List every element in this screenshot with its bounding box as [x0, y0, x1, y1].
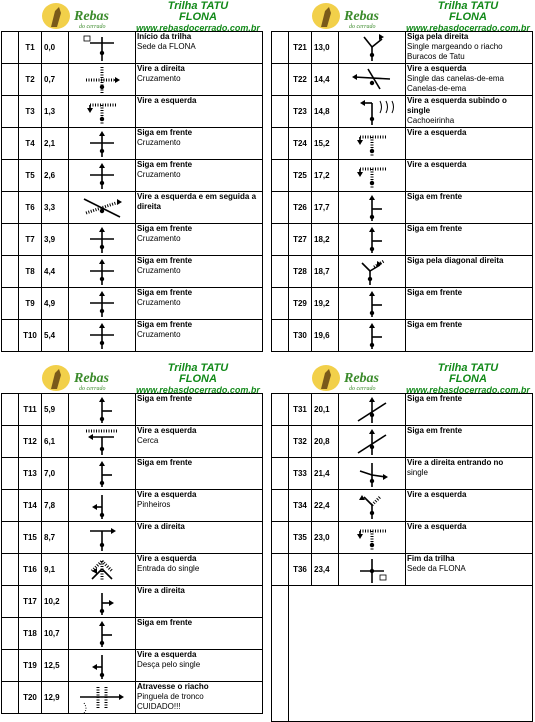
instruction-action: Siga em frente: [137, 256, 193, 265]
instruction: [136, 256, 263, 288]
waypoint-id: T8: [19, 256, 42, 288]
distance-km: 17,7: [312, 192, 339, 224]
instruction-action: Vire a direita: [137, 64, 185, 73]
svg-text:do cerrado: do cerrado: [349, 386, 376, 392]
instruction-action: Fim da trilha: [407, 554, 455, 563]
right-tee-icon: [69, 522, 136, 554]
table-row: [272, 224, 533, 256]
straight-cross-icon: [69, 288, 136, 320]
instruction-action: Siga em frente: [407, 224, 463, 233]
waypoint-id: T1: [19, 32, 42, 64]
instruction-action: Vire a esquerda: [137, 490, 197, 499]
rebas-logo: [41, 363, 136, 393]
straight-side-icon: [69, 458, 136, 490]
instruction: [136, 288, 263, 320]
left-fork-icon: [69, 554, 136, 586]
instruction-action: Siga em frente: [137, 320, 193, 329]
instruction: [406, 96, 533, 128]
instruction-detail: Cruzamento: [137, 74, 181, 83]
left-fence-icon: [69, 426, 136, 458]
right-turn-icon: [69, 586, 136, 618]
table-row: [2, 490, 263, 522]
instruction-detail: Sede da FLONA: [137, 42, 196, 51]
finish-icon: [339, 554, 406, 586]
table-row: [2, 320, 263, 352]
waypoint-id: T21: [289, 32, 312, 64]
instruction-action: Vire a esquerda: [407, 160, 467, 169]
waypoint-id: T36: [289, 554, 312, 586]
instruction: [136, 554, 263, 586]
instruction: [136, 522, 263, 554]
empty-area: [272, 586, 533, 722]
table-row: [272, 554, 533, 586]
instruction-action: Siga em frente: [137, 224, 193, 233]
waypoint-id: T24: [289, 128, 312, 160]
waypoint-id: T3: [19, 96, 42, 128]
instruction-detail: Single das canelas-de-ema: [407, 74, 504, 83]
card-header: [271, 363, 533, 393]
table-row: [272, 426, 533, 458]
route-table: [271, 393, 533, 722]
straight-side-icon: [339, 192, 406, 224]
waypoint-id: T25: [289, 160, 312, 192]
instruction-action: Vire a direita entrando no: [407, 458, 504, 467]
distance-km: 5,9: [42, 394, 69, 426]
table-row: [272, 64, 533, 96]
instruction: [136, 458, 263, 490]
instruction-detail: Cruzamento: [137, 266, 181, 275]
instruction: [136, 64, 263, 96]
left-tee-icon: [69, 96, 136, 128]
waypoint-id: T20: [19, 682, 42, 714]
instruction-detail: Cruzamento: [137, 330, 181, 339]
waypoint-id: T26: [289, 192, 312, 224]
waypoint-id: T30: [289, 320, 312, 352]
table-row: [272, 490, 533, 522]
waypoint-id: T31: [289, 394, 312, 426]
svg-text:do cerrado: do cerrado: [349, 24, 376, 30]
svg-text:do cerrado: do cerrado: [79, 386, 106, 392]
svg-text:Rebas: Rebas: [74, 371, 109, 386]
instruction-action: Vire a esquerda: [137, 96, 197, 105]
instruction-detail: Cruzamento: [137, 170, 181, 179]
distance-km: 23,4: [312, 554, 339, 586]
distance-km: 14,4: [312, 64, 339, 96]
table-row: [272, 128, 533, 160]
distance-km: 6,1: [42, 426, 69, 458]
distance-km: 3,9: [42, 224, 69, 256]
table-row: [2, 394, 263, 426]
instruction: [406, 32, 533, 64]
instruction-detail: Entrada do single: [137, 564, 200, 573]
distance-km: 5,4: [42, 320, 69, 352]
distance-km: 12,9: [42, 682, 69, 714]
table-row: [2, 522, 263, 554]
straight-cross-icon: [69, 224, 136, 256]
distance-km: 19,2: [312, 288, 339, 320]
instruction: [136, 618, 263, 650]
table-row: [272, 32, 533, 64]
instruction-action: Siga pela direita: [407, 32, 469, 41]
distance-km: 4,9: [42, 288, 69, 320]
instruction-action: Siga em frente: [407, 192, 463, 201]
waypoint-id: T10: [19, 320, 42, 352]
distance-km: 0,0: [42, 32, 69, 64]
waypoint-id: T9: [19, 288, 42, 320]
route-table: [271, 31, 533, 352]
straight-side-icon: [339, 224, 406, 256]
route-card-3: [1, 363, 263, 714]
route-card-1: [1, 1, 263, 352]
instruction: [136, 96, 263, 128]
waypoint-id: T12: [19, 426, 42, 458]
waypoint-id: T18: [19, 618, 42, 650]
table-row: [2, 96, 263, 128]
instruction-action: Vire a esquerda: [137, 650, 197, 659]
straight-diagonal-icon: [339, 426, 406, 458]
instruction: [406, 426, 533, 458]
instruction-detail: Cerca: [137, 436, 159, 445]
instruction: [406, 256, 533, 288]
table-row: [272, 192, 533, 224]
table-row: [272, 320, 533, 352]
waypoint-id: T14: [19, 490, 42, 522]
instruction-action: Vire a direita: [137, 586, 185, 595]
left-turn-icon: [69, 650, 136, 682]
instruction: [136, 192, 263, 224]
instruction-action: Siga em frente: [407, 288, 463, 297]
svg-text:do cerrado: do cerrado: [79, 24, 106, 30]
instruction-action: Siga pela diagonal direita: [407, 256, 504, 265]
left-climb-icon: [339, 96, 406, 128]
left-then-right-icon: [69, 192, 136, 224]
waypoint-id: T28: [289, 256, 312, 288]
distance-km: 23,0: [312, 522, 339, 554]
table-row: [272, 256, 533, 288]
instruction: [136, 320, 263, 352]
waypoint-id: T6: [19, 192, 42, 224]
instruction: [406, 394, 533, 426]
table-row: [2, 32, 263, 64]
card-header: [271, 1, 533, 31]
distance-km: 3,3: [42, 192, 69, 224]
distance-km: 20,8: [312, 426, 339, 458]
waypoint-id: T34: [289, 490, 312, 522]
instruction: [406, 522, 533, 554]
card-title: Trilha TATU FLONA www.rebasdocerrado.com.br: [136, 362, 260, 395]
instruction-action: Vire a esquerda: [407, 128, 467, 137]
table-row: [272, 160, 533, 192]
rebas-logo: [311, 363, 406, 393]
instruction-action: Vire a esquerda: [137, 426, 197, 435]
instruction: [136, 682, 263, 714]
instruction: [136, 128, 263, 160]
instruction-action: Vire a esquerda: [137, 554, 197, 563]
straight-diagonal-icon: [339, 394, 406, 426]
card-title: Trilha TATU FLONA www.rebasdocerrado.com.br: [406, 0, 530, 33]
distance-km: 13,0: [312, 32, 339, 64]
waypoint-id: T4: [19, 128, 42, 160]
straight-cross-icon: [69, 128, 136, 160]
distance-km: 10,2: [42, 586, 69, 618]
card-title: Trilha TATU FLONA www.rebasdocerrado.com.br: [406, 362, 530, 395]
route-table: [1, 393, 263, 714]
table-row: [272, 522, 533, 554]
table-row: [2, 426, 263, 458]
waypoint-id: T27: [289, 224, 312, 256]
table-row: [2, 618, 263, 650]
route-table: [1, 31, 263, 352]
instruction: [406, 160, 533, 192]
distance-km: 10,7: [42, 618, 69, 650]
svg-text:Rebas: Rebas: [344, 9, 379, 24]
instruction-action: Vire a esquerda: [407, 64, 467, 73]
instruction-detail: Buracos de Tatu: [407, 52, 465, 61]
keep-right-icon: [339, 32, 406, 64]
instruction-detail: Canelas-de-ema: [407, 84, 467, 93]
instruction: [406, 64, 533, 96]
instruction-action: Siga em frente: [137, 394, 193, 403]
distance-km: 0,7: [42, 64, 69, 96]
instruction: [406, 320, 533, 352]
distance-km: 9,1: [42, 554, 69, 586]
left-tee-icon: [339, 128, 406, 160]
straight-side-icon: [339, 320, 406, 352]
distance-km: 8,7: [42, 522, 69, 554]
instruction-detail: Sede da FLONA: [407, 564, 466, 573]
left-tee-icon: [339, 160, 406, 192]
instruction-action: Siga em frente: [137, 458, 193, 467]
distance-km: 2,6: [42, 160, 69, 192]
waypoint-id: T11: [19, 394, 42, 426]
instruction: [136, 394, 263, 426]
svg-text:Rebas: Rebas: [74, 9, 109, 24]
waypoint-id: T7: [19, 224, 42, 256]
table-row: [2, 224, 263, 256]
distance-km: 4,4: [42, 256, 69, 288]
waypoint-id: T13: [19, 458, 42, 490]
waypoint-id: T15: [19, 522, 42, 554]
table-row: [2, 128, 263, 160]
table-row: [2, 288, 263, 320]
distance-km: 19,6: [312, 320, 339, 352]
distance-km: 22,4: [312, 490, 339, 522]
card-header: [1, 363, 263, 393]
instruction-action: Início da trilha: [137, 32, 192, 41]
rebas-logo: [41, 1, 136, 31]
river-crossing-icon: [69, 682, 136, 714]
straight-side-icon: [69, 618, 136, 650]
left-diagonal-up-icon: [339, 490, 406, 522]
right-crossroad-icon: [69, 64, 136, 96]
waypoint-id: T19: [19, 650, 42, 682]
distance-km: 12,5: [42, 650, 69, 682]
card-title: Trilha TATU FLONA www.rebasdocerrado.com.br: [136, 0, 260, 33]
instruction-detail: Single margeando o riacho: [407, 42, 503, 51]
instruction: [406, 224, 533, 256]
waypoint-id: T5: [19, 160, 42, 192]
left-diagonal-icon: [339, 64, 406, 96]
instruction-action: Vire a esquerda e em seguida a direita: [137, 192, 257, 211]
instruction: [406, 458, 533, 490]
table-row: [2, 256, 263, 288]
diagonal-right-icon: [339, 256, 406, 288]
svg-text:Rebas: Rebas: [344, 371, 379, 386]
distance-km: 18,2: [312, 224, 339, 256]
distance-km: 21,4: [312, 458, 339, 490]
instruction-detail: Pinguela de tronco: [137, 692, 204, 701]
distance-km: 17,2: [312, 160, 339, 192]
distance-km: 15,2: [312, 128, 339, 160]
table-row: [2, 586, 263, 618]
distance-km: 2,1: [42, 128, 69, 160]
instruction: [136, 32, 263, 64]
instruction-detail: single: [407, 468, 428, 477]
instruction-action: Siga em frente: [137, 618, 193, 627]
table-row: [272, 458, 533, 490]
instruction-action: Siga em frente: [407, 426, 463, 435]
waypoint-id: T22: [289, 64, 312, 96]
instruction: [136, 224, 263, 256]
waypoint-id: T35: [289, 522, 312, 554]
distance-km: 7,8: [42, 490, 69, 522]
instruction-action: Vire a direita: [137, 522, 185, 531]
table-row: [2, 650, 263, 682]
waypoint-id: T29: [289, 288, 312, 320]
instruction-detail: Desça pelo single: [137, 660, 201, 669]
table-row: [2, 192, 263, 224]
instruction-detail: Cachoeirinha: [407, 116, 455, 125]
instruction-action: Vire a esquerda: [407, 522, 467, 531]
instruction: [406, 192, 533, 224]
table-row: [272, 96, 533, 128]
instruction: [406, 490, 533, 522]
instruction-detail: Pinheiros: [137, 500, 171, 509]
instruction: [406, 554, 533, 586]
waypoint-id: T17: [19, 586, 42, 618]
distance-km: 7,0: [42, 458, 69, 490]
distance-km: 20,1: [312, 394, 339, 426]
instruction-detail: Cruzamento: [137, 234, 181, 243]
instruction: [136, 490, 263, 522]
instruction: [406, 128, 533, 160]
instruction-action: Siga em frente: [137, 160, 193, 169]
left-tee-icon: [339, 522, 406, 554]
straight-cross-icon: [69, 160, 136, 192]
left-turn-icon: [69, 490, 136, 522]
instruction: [136, 426, 263, 458]
instruction-action: Siga em frente: [137, 128, 193, 137]
table-row: [2, 554, 263, 586]
instruction-detail: Cruzamento: [137, 138, 181, 147]
waypoint-id: T2: [19, 64, 42, 96]
straight-side-icon: [339, 288, 406, 320]
waypoint-id: T16: [19, 554, 42, 586]
instruction-action: Atravesse o riacho: [137, 682, 209, 691]
table-row: [2, 160, 263, 192]
rebas-logo: [311, 1, 406, 31]
start-icon: [69, 32, 136, 64]
table-row: [272, 288, 533, 320]
route-card-4: [271, 363, 533, 722]
distance-km: 1,3: [42, 96, 69, 128]
distance-km: 18,7: [312, 256, 339, 288]
instruction-action: Vire a esquerda subindo o single: [407, 96, 507, 115]
route-card-2: [271, 1, 533, 352]
right-single-icon: [339, 458, 406, 490]
instruction: [136, 586, 263, 618]
waypoint-id: T32: [289, 426, 312, 458]
instruction-action: Siga em frente: [407, 394, 463, 403]
instruction-action: Siga em frente: [407, 320, 463, 329]
distance-km: 14,8: [312, 96, 339, 128]
card-header: [1, 1, 263, 31]
straight-cross-icon: [69, 256, 136, 288]
straight-cross-icon: [69, 320, 136, 352]
table-row: [272, 394, 533, 426]
instruction: [136, 650, 263, 682]
instruction: [136, 160, 263, 192]
waypoint-id: T23: [289, 96, 312, 128]
table-row: [2, 64, 263, 96]
table-row: [2, 458, 263, 490]
straight-side-icon: [69, 394, 136, 426]
instruction: [406, 288, 533, 320]
instruction-action: Vire a esquerda: [407, 490, 467, 499]
instruction-detail: CUIDADO!!!: [137, 702, 181, 711]
instruction-detail: Cruzamento: [137, 298, 181, 307]
waypoint-id: T33: [289, 458, 312, 490]
instruction-action: Siga em frente: [137, 288, 193, 297]
table-row: [2, 682, 263, 714]
